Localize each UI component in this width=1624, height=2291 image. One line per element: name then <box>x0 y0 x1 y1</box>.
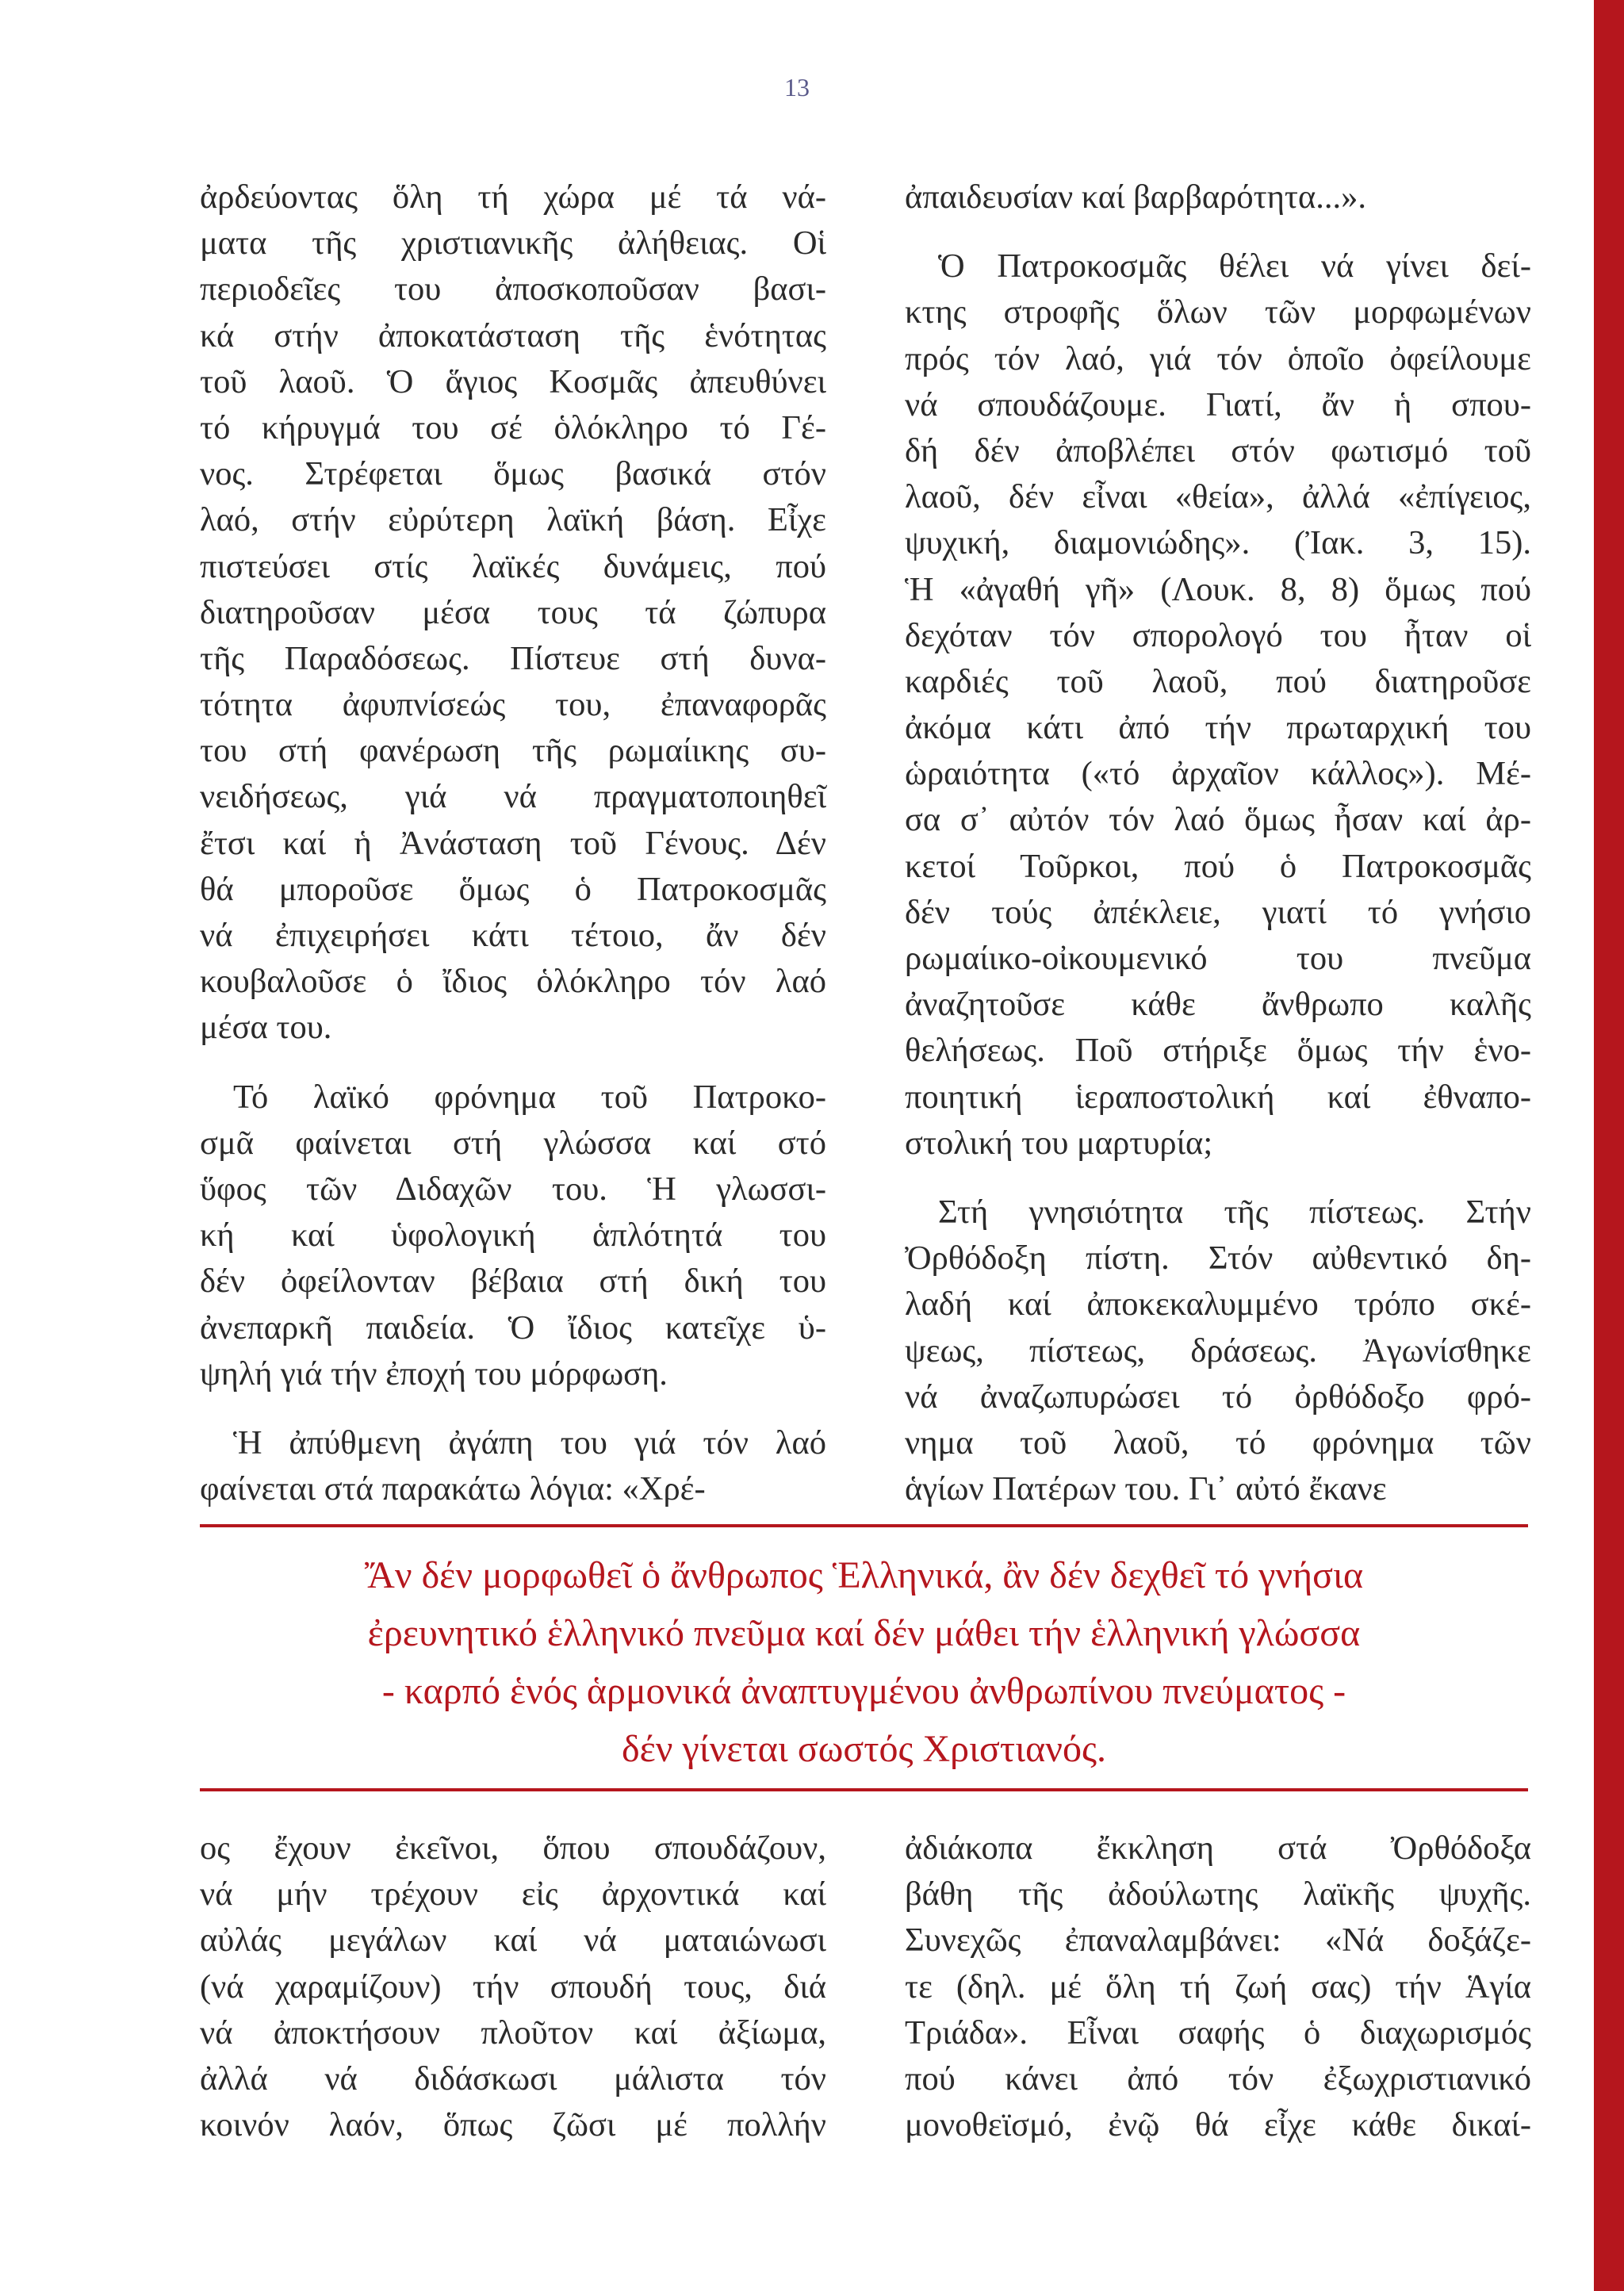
text-line: Ὀρθόδοξη πίστη. Στόν αὐθεντικό δη- <box>905 1239 1531 1278</box>
text-line: ἀπαιδευσίαν καί βαρβαρότητα...». <box>905 178 1367 216</box>
paragraph <box>200 174 826 1052</box>
text-line: νος. Στρέφεται ὅμως βασικά στόν <box>200 455 826 493</box>
text-line: Στή γνησιότητα τῆς πίστεως. Στήν <box>938 1193 1531 1231</box>
text-line: φαίνεται στά παρακάτω λόγια: «Χρέ- <box>200 1470 706 1508</box>
text-line: διατηροῦσαν μέσα τους τά ζώπυρα <box>200 593 826 631</box>
text-line: κή καί ὑφολογική ἁπλότητά του <box>200 1216 826 1255</box>
text-line: τῆς Παραδόσεως. Πίστευε στή δυνα- <box>200 639 826 677</box>
column-left-bottom <box>200 1826 826 2148</box>
column-right-top <box>905 174 1531 1535</box>
text-line: κτης στροφῆς ὅλων τῶν μορφωμένων <box>905 293 1531 331</box>
text-line: ψηλή γιά τήν ἐποχή του μόρφωση. <box>200 1354 668 1393</box>
text-line: μέσα του. <box>200 1009 332 1047</box>
text-line: τε (δηλ. μέ ὅλη τή ζωή σας) τήν Ἁγία <box>905 1967 1531 2006</box>
text-line: ος ἔχουν ἐκεῖνοι, ὅπου σπουδάζουν, <box>200 1829 826 1867</box>
text-line: Ἡ ἀπύθμενη ἀγάπη του γιά τόν λαό <box>233 1423 826 1462</box>
paragraph <box>200 1420 826 1512</box>
text-line: βάθη τῆς ἀδούλωτης λαϊκῆς ψυχῆς. <box>905 1875 1531 1914</box>
column-right-bottom <box>905 1826 1531 2148</box>
text-line: Συνεχῶς ἐπαναλαμβάνει: «Νά δοξάζε- <box>905 1921 1531 1960</box>
text-line: αὐλάς μεγάλων καί νά ματαιώνωσι <box>200 1921 826 1960</box>
column-left-top <box>200 174 826 1535</box>
text-line: κά στήν ἀποκατάσταση τῆς ἑνότητας <box>200 316 826 354</box>
text-line: κοινόν λαόν, ὅπως ζῶσι μέ πολλήν <box>200 2106 826 2144</box>
pull-quote-line: δέν γίνεται σωστός Χριστιανός. <box>622 1728 1106 1770</box>
text-line: τότητα ἀφυπνίσεώς του, ἐπαναφορᾶς <box>200 686 826 724</box>
text-line: (νά χαραμίζουν) τήν σπουδή τους, διά <box>200 1967 826 2006</box>
text-line: ἀλλά νά διδάσκωσι μάλιστα τόν <box>200 2059 826 2098</box>
text-line: δέν τούς ἀπέκλειε, γιατί τό γνήσιο <box>905 893 1531 931</box>
paragraph <box>905 1190 1531 1512</box>
text-line: ρωμαίικο-οἰκουμενικό του πνεῦμα <box>905 940 1531 977</box>
pull-quote-line: - καρπό ἑνός ἁρμονικά ἀναπτυγμένου ἀνθρωπίνου πνεύματος - <box>381 1670 1346 1712</box>
text-line: πρός τόν λαό, γιά τόν ὁποῖο ὀφείλουμε <box>905 339 1531 377</box>
text-line: Ὁ Πατροκοσμᾶς θέλει νά γίνει δεί- <box>938 247 1531 285</box>
text-line: μονοθεϊσμό, ἐνῷ θά εἶχε κάθε δικαί- <box>905 2106 1531 2144</box>
text-line: νά ἀναζωπυρώσει τό ὀρθόδοξο φρό- <box>905 1377 1531 1416</box>
text-line: λαοῦ, δέν εἶναι «θεία», ἀλλά «ἐπίγειος, <box>905 478 1531 516</box>
text-line: λαό, στήν εὐρύτερη λαϊκή βάση. Εἶχε <box>200 501 826 539</box>
text-line: ἀκόμα κάτι ἀπό τήν πρωταρχική του <box>905 709 1531 747</box>
text-line: ἀναζητοῦσε κάθε ἄνθρωπο καλῆς <box>905 986 1531 1024</box>
text-line: ἀδιάκοπα ἔκκληση στά Ὀρθόδοξα <box>905 1829 1531 1867</box>
quote-rule-bottom <box>200 1788 1528 1791</box>
page-number: 13 <box>784 73 810 102</box>
text-line: ματα τῆς χριστιανικῆς ἀλήθειας. Οἱ <box>200 224 826 262</box>
text-line: τό κήρυγμά του σέ ὁλόκληρο τό Γέ- <box>200 408 826 446</box>
pull-quote <box>200 1546 1528 1778</box>
text-line: νημα τοῦ λαοῦ, τό φρόνημα τῶν <box>905 1423 1531 1462</box>
text-line: ἁγίων Πατέρων του. Γι᾽ αὐτό ἔκανε <box>905 1470 1387 1508</box>
text-line: θά μποροῦσε ὅμως ὁ Πατροκοσμᾶς <box>200 870 826 908</box>
text-line: ψυχική, διαμονιώδης». (Ἰακ. 3, 15). <box>905 524 1531 562</box>
text-line: νειδήσεως, γιά νά πραγματοποιηθεῖ <box>200 778 826 816</box>
text-line: λαδή καί ἀποκεκαλυμμένο τρόπο σκέ- <box>905 1285 1531 1324</box>
text-line: ψεως, πίστεως, δράσεως. Ἀγωνίσθηκε <box>905 1331 1531 1370</box>
text-line: Τριάδα». Εἶναι σαφής ὁ διαχωρισμός <box>905 2013 1531 2052</box>
text-line: Τό λαϊκό φρόνημα τοῦ Πατροκο- <box>233 1078 826 1116</box>
text-line: νά σπουδάζουμε. Γιατί, ἄν ἡ σπου- <box>905 385 1531 423</box>
paragraph <box>905 174 1531 220</box>
text-line: νά ἀποκτήσουν πλοῦτον καί ἀξίωμα, <box>200 2013 826 2052</box>
text-line: δή δέν ἀποβλέπει στόν φωτισμό τοῦ <box>905 431 1531 469</box>
text-line: ὕφος τῶν Διδαχῶν του. Ἡ γλωσσι- <box>200 1170 826 1208</box>
text-line: πιστεύσει στίς λαϊκές δυνάμεις, πού <box>200 547 826 585</box>
text-line: θελήσεως. Ποῦ στήριξε ὅμως τήν ἑνο- <box>905 1032 1531 1070</box>
text-line: ποιητική ἱεραποστολική καί ἐθναπο- <box>905 1078 1531 1116</box>
text-line: περιοδεῖες του ἀποσκοποῦσαν βασι- <box>200 270 826 308</box>
text-line: δεχόταν τόν σπορολογό του ἦταν οἱ <box>905 616 1531 654</box>
text-line: ἔτσι καί ἡ Ἀνάσταση τοῦ Γένους. Δέν <box>200 824 826 862</box>
text-line: πού κάνει ἀπό τόν ἐξωχριστιανικό <box>905 2059 1531 2098</box>
text-line: νά μήν τρέχουν εἰς ἀρχοντικά καί <box>200 1875 826 1914</box>
text-line: στολική του μαρτυρία; <box>905 1124 1213 1162</box>
text-line: τοῦ λαοῦ. Ὁ ἅγιος Κοσμᾶς ἀπευθύνει <box>200 362 826 400</box>
text-line: Ἡ «ἀγαθή γῆ» (Λουκ. 8, 8) ὅμως πού <box>905 570 1531 608</box>
text-line: σα σ᾽ αὐτόν τόν λαό ὅμως ἦσαν καί ἀρ- <box>905 801 1531 839</box>
text-line: κετοί Τοῦρκοι, πού ὁ Πατροκοσμᾶς <box>905 847 1531 885</box>
text-line: του στή φανέρωση τῆς ρωμαίικης συ- <box>200 732 826 770</box>
text-line: ἀρδεύοντας ὅλη τή χώρα μέ τά νά- <box>200 178 826 216</box>
pull-quote-line: ἐρευνητικό ἑλληνικό πνεῦμα καί δέν μάθει τήν ἑλληνική γλώσσα <box>367 1612 1361 1654</box>
text-line: δέν ὀφείλονταν βέβαια στή δική του <box>200 1262 826 1301</box>
text-line: σμᾶ φαίνεται στή γλώσσα καί στό <box>200 1124 826 1162</box>
red-edge-band <box>1594 0 1624 2291</box>
paragraph <box>200 1075 826 1397</box>
text-line: νά ἐπιχειρήσει κάτι τέτοιο, ἄν δέν <box>200 917 826 954</box>
text-line: ἀνεπαρκῆ παιδεία. Ὁ ἴδιος κατεῖχε ὑ- <box>200 1308 826 1347</box>
quote-rule-top <box>200 1524 1528 1527</box>
pull-quote-line: Ἄν δέν μορφωθεῖ ὁ ἄνθρωπος Ἑλληνικά, ἂν δέν δεχθεῖ τό γνήσια <box>364 1554 1364 1596</box>
text-line: κουβαλοῦσε ὁ ἴδιος ὁλόκληρο τόν λαό <box>200 963 826 1001</box>
paragraph <box>905 243 1531 1167</box>
text-line: καρδιές τοῦ λαοῦ, πού διατηροῦσε <box>905 662 1531 700</box>
text-line: ὡραιότητα («τό ἀρχαῖον κάλλος»). Μέ- <box>905 755 1531 793</box>
